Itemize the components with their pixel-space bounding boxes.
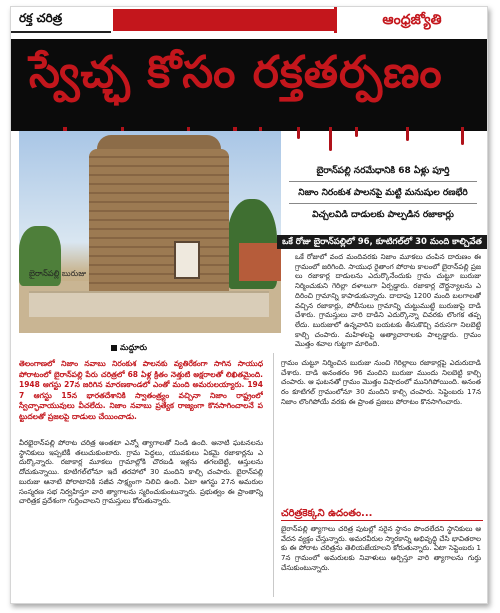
stone-tower <box>89 149 229 291</box>
caption-bullet-icon <box>111 345 117 351</box>
subhead-1: బైరాన్‌పల్లి నరమేధానికి 68 ఏళ్లు పూర్తి <box>316 166 450 176</box>
blood-drip <box>406 127 409 141</box>
tower-base <box>29 291 269 317</box>
subhead-3: విచ్చలవిడి దాడులకు పాల్పడిన రజాకార్లు <box>312 210 454 220</box>
article-column-right-mid: గ్రామం చుట్టూ నిర్మించిన బురుజు నుంచి గెరిల్లాలు రజాకార్లపై ఎదురుదాడి చేశారు. దాడి అనంతరం 96 మందిని బురుజు ముందు నిలబెట్టి కాల్చి చంపారు. ఆ ఘటనతో గ్రామం మొత్తం విషాదంలో మునిగిపోయింది. అనంతరం కూటిగల్ గ్రామంలోనూ 30 మందిని కాల్చి చంపారు. సెప్టెంబరు 17న నిజాం లొంగిపోయే వరకు ఈ ప్రాంత ప్రజలు పోరాటం కొనసాగించారు. <box>281 359 481 406</box>
section-tag-underline <box>11 31 111 33</box>
kicker-bar: ఒకే రోజు బైరాన్‌పల్లిలో 96, కూటిగల్‌లో 30 మంది కాల్చివేత <box>277 235 487 249</box>
article-column-left: వీరభైరాన్‌పల్లి పోరాట చరిత్ర అంతటా ఎన్నో త్యాగాలతో నిండి ఉంది. ఆనాటి ఘటనలను స్థానికులు ఇప్పటికీ తలుచుకుంటారు. గ్రామ పెద్దలు, యువకులు ఏకమై రజాకార్లను ఎదుర్కొన్నారు. రజాకార్ల మూకలు గ్రామాల్లోకి చొరబడి ఇళ్లను తగలబెట్టి, ఆస్తులను దోచుకున్నాయి. కూటిగల్‌లోనూ ఇదే తరహాలో 30 మందిని కాల్చి చంపారు. బైరాన్‌పల్లి బురుజు ఆనాటి పోరాటానికి సజీవ సాక్ష్యంగా నిలిచి ఉంది. ఏటా ఆగస్టు 27న అమరుల సంస్మరణ సభ నిర్వహిస్తూ వారి త్యాగాలను స్మరించుకుంటున్నారు. ప్రభుత్వం ఈ ప్రాంతాన్ని చారిత్రక ప్రదేశంగా గుర్తించాలని గ్రామస్తులు కోరుతున్నారు. <box>19 439 263 506</box>
section-heading: చరిత్రకెక్కని ఉదంతం... <box>281 508 373 519</box>
tower-photo <box>19 131 281 333</box>
blood-drip <box>297 127 300 139</box>
article-column-right-bottom: బైరాన్‌పల్లి త్యాగాలు చరిత్ర పుటల్లో సరైన స్థానం పొందలేదని స్థానికులు ఆవేదన వ్యక్తం చేస్తున్నారు. అమరవీరుల స్మారకాన్ని అభివృద్ధి చేసి భావితరాలకు ఈ పోరాట చరిత్రను తెలియజేయాలని కోరుతున్నారు. ఏటా సెప్టెంబరు 17న గ్రామంలో అమరులకు నివాళులు అర్పిస్తూ వారి త్యాగాలను గుర్తు చేసుకుంటున్నారు. <box>281 525 481 572</box>
photo-label: బైరాన్‌పల్లి బురుజు <box>29 269 86 278</box>
blood-drip <box>329 127 332 151</box>
subhead-divider <box>289 203 477 204</box>
headline: స్వేచ్ఛ కోసం రక్తతర్పణం <box>29 47 443 98</box>
newspaper-clipping <box>10 6 488 604</box>
newspaper-brand-logo: ఆంధ్రజ్యోతి <box>334 7 487 33</box>
subhead-divider <box>289 181 477 182</box>
dateline: మద్దూరు <box>120 343 147 352</box>
memorial-plaque <box>174 241 200 279</box>
blood-drip <box>355 127 358 137</box>
photo-caption <box>111 343 147 354</box>
column-divider <box>273 353 274 597</box>
section-tag: రక్త చరిత్ర <box>19 11 63 25</box>
photo-house <box>239 243 281 281</box>
subhead-2: నిజాం నిరంకుశ పాలనపై మట్టి మనుషుల రణభేరి <box>298 188 468 198</box>
top-ribbon <box>11 7 487 33</box>
blood-drip <box>461 127 464 145</box>
article-intro: తెలంగాణలో నిజాం నవాబు నిరంకుశ పాలనకు వ్యతిరేకంగా సాగిన సాయుధ పోరాటంలో బైరాన్‌పల్లి పేరు చరిత్రలో 68 ఏళ్ల క్రితం నెత్తుటి అక్షరాలతో లిఖితమైంది. 1948 ఆగస్టు 27న జరిగిన మారణకాండలో ఎంతో మంది అమరులయ్యారు. 1947 ఆగస్టు 15న భారతదేశానికి స్వాతంత్ర్యం వచ్చినా నిజాం రాష్ట్రంలో స్వేచ్ఛావాయువులు వీచలేదు. నిజాం నవాబు ప్రత్యేక రాజ్యంగా కొనసాగించాలనే పట్టుదలతో ప్రజలపై దాడులు చేయించాడు. <box>19 359 263 421</box>
section-heading-underline <box>281 520 483 521</box>
article-column-right-top: ఒకే రోజులో వంద మందివరకు నిజాం మూకలు చంపిన దారుణం ఈ గ్రామంలో జరిగింది. సాయుధ రైతాంగ పోరాట కాలంలో బైరాన్‌పల్లి ప్రజలు రజాకార్ల దాడులను ఎదుర్కొనేందుకు గ్రామ చుట్టూ బురుజు నిర్మించుకుని గెరిల్లా దళాలుగా ఏర్పడ్డారు. రజాకార్ల దౌర్జన్యాలను ఎదిరించి గ్రామాన్ని కాపాడుకున్నారు. దాదాపు 1200 మంది బలగాలతో వచ్చిన రజాకార్లు, పోలీసులు గ్రామాన్ని చుట్టుముట్టి బురుజుపై దాడి చేశారు. గ్రామస్తులు వారి దాడిని ఎదుర్కొన్నా చివరకు లొంగక తప్పలేదు. బురుజులో ఉన్నవారిని బయటకు తీసుకొచ్చి వరుసగా నిలబెట్టి కాల్చి చంపారు. మహిళలపై అత్యాచారాలకు పాల్పడ్డారు. గ్రామం మొత్తం శవాల గుట్టగా మారింది. <box>295 253 481 349</box>
